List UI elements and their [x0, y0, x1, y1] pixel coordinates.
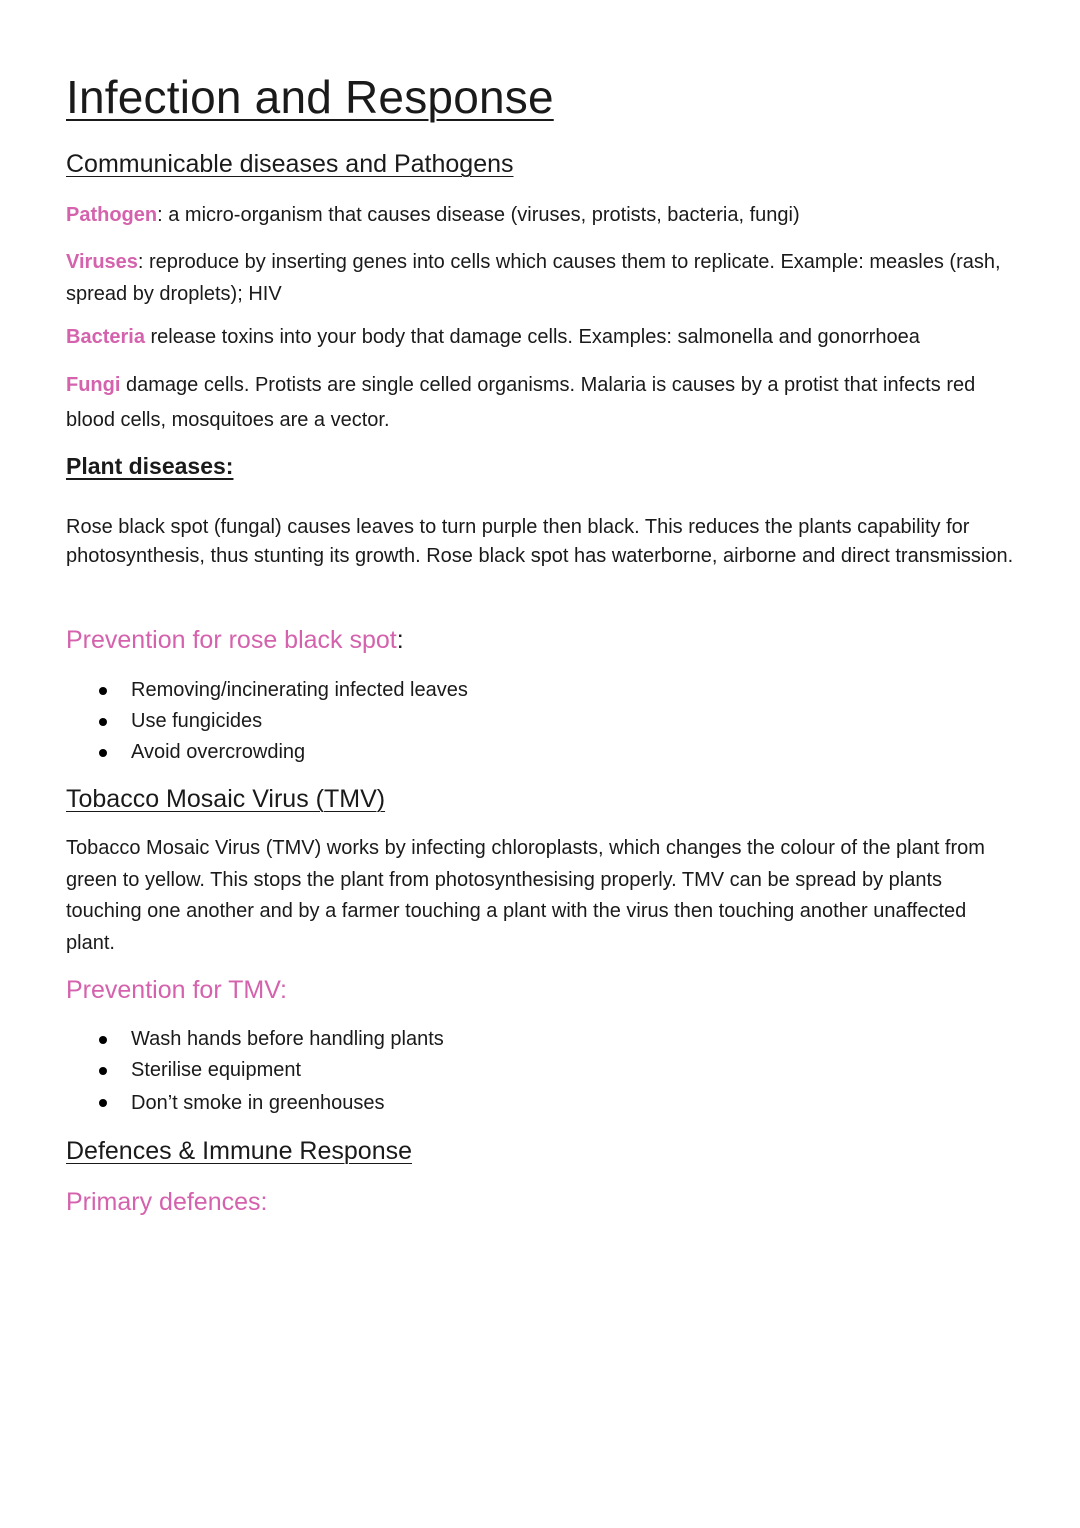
- rose-prevention-heading-text: Prevention for rose black spot: [66, 626, 397, 654]
- tmv-prevention-heading: Prevention for TMV:: [66, 976, 287, 1004]
- definition-bacteria-text: release toxins into your body that damage cells. Examples: salmonella and gonorrhoea: [144, 326, 920, 348]
- list-item-text: Sterilise equipment: [131, 1059, 302, 1081]
- tmv-prevention-list: [66, 1024, 444, 1120]
- definition-pathogen: [66, 201, 1016, 229]
- rose-prevention-heading: [66, 626, 404, 655]
- bullet-icon: [99, 749, 107, 757]
- definition-bacteria: [66, 323, 1016, 351]
- bullet-icon: [99, 1036, 107, 1044]
- bullet-icon: [99, 1067, 107, 1075]
- bullet-icon: [99, 1099, 107, 1107]
- section-heading-defences: Defences & Immune Response: [66, 1137, 413, 1165]
- list-item-text: Use fungicides: [131, 710, 263, 732]
- list-item: [66, 1055, 444, 1086]
- list-item: [66, 675, 468, 706]
- term-viruses: Viruses: [66, 251, 138, 273]
- term-fungi: Fungi: [66, 374, 121, 396]
- list-item-text: Don’t smoke in greenhouses: [131, 1092, 385, 1114]
- term-bacteria: Bacteria: [66, 326, 145, 348]
- primary-defences-heading: Primary defences:: [66, 1188, 268, 1216]
- term-pathogen: Pathogen: [66, 204, 158, 226]
- rose-black-spot-text: Rose black spot (fungal) causes leaves to turn purple then black. This reduces the plants capability for photosynthesis, thus stunting its growth. Rose black spot has waterborne, airborne and direct transmission.: [66, 516, 1014, 567]
- rose-prevention-list: [66, 675, 468, 768]
- list-item-text: Removing/incinerating infected leaves: [131, 679, 468, 701]
- page-title: Infection and Response: [66, 71, 554, 123]
- list-item: [66, 706, 468, 737]
- rose-prevention-colon: :: [396, 626, 404, 654]
- section-heading-tmv: Tobacco Mosaic Virus (TMV): [66, 785, 386, 813]
- list-item-text: Avoid overcrowding: [131, 741, 306, 763]
- definition-fungi-text: damage cells. Protists are single celled organisms. Malaria is causes by a protist that infects red blood cells, mosquitoes are a vector.: [66, 374, 976, 431]
- section-heading-communicable: Communicable diseases and Pathogens: [66, 150, 514, 178]
- definition-viruses-text: : reproduce by inserting genes into cells which causes them to replicate. Example: measles (rash, spread by droplets); HIV: [66, 251, 1001, 305]
- list-item-text: Wash hands before handling plants: [131, 1028, 444, 1050]
- section-heading-plant-diseases: Plant diseases:: [66, 453, 234, 479]
- list-item: [66, 737, 468, 768]
- bullet-icon: [99, 687, 107, 695]
- tmv-text: Tobacco Mosaic Virus (TMV) works by infecting chloroplasts, which changes the colour of the plant from green to yellow. This stops the plant from photosynthesising properly. TMV can be spread by plants touching one another and by a farmer touching a plant with the virus then touching another unaffected plant.: [66, 837, 985, 954]
- definition-viruses: [66, 246, 1016, 310]
- definition-fungi: [66, 368, 1016, 438]
- list-item: [66, 1024, 444, 1055]
- list-item: [66, 1086, 444, 1120]
- definition-pathogen-text: : a micro-organism that causes disease (viruses, protists, bacteria, fungi): [157, 204, 800, 226]
- bullet-icon: [99, 718, 107, 726]
